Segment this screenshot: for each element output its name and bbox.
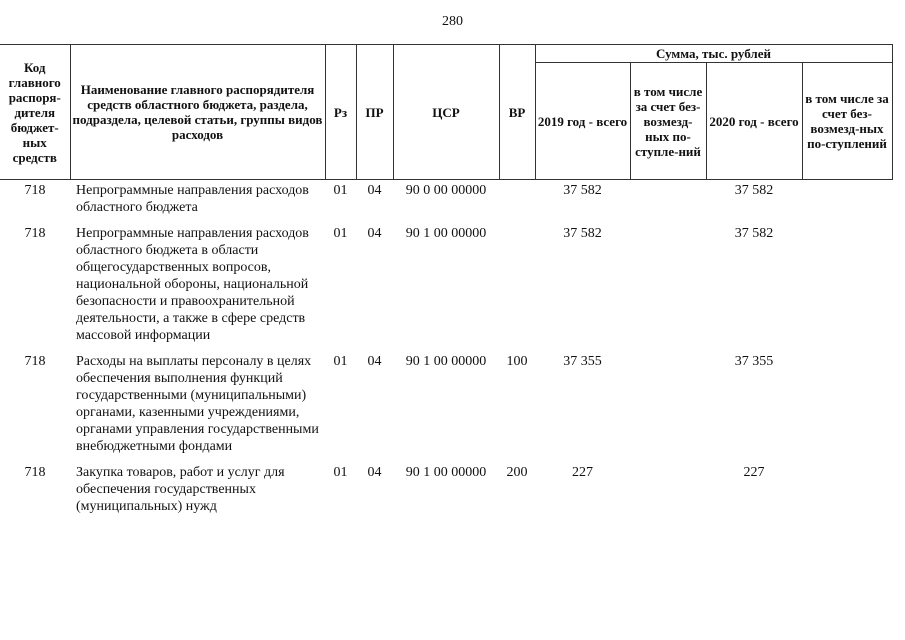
table-row xyxy=(0,224,892,352)
cell-2020-total: 37 582 xyxy=(734,183,774,198)
cell-2019-total: 227 xyxy=(572,465,593,480)
cell-2020-gratuitous xyxy=(802,180,892,225)
cell-2019-total: 37 355 xyxy=(563,354,602,369)
cell-csr: 90 0 00 00000 xyxy=(405,183,487,198)
cell-rz: 01 xyxy=(333,183,348,198)
cell-2019-gratuitous xyxy=(630,352,706,463)
cell-vr: 100 xyxy=(506,354,528,369)
page-number: 280 xyxy=(442,14,463,29)
cell-pr: 04 xyxy=(367,354,382,369)
header-pr: ПР xyxy=(356,45,393,180)
cell-name: Непрограммные направления расходов областного бюджета xyxy=(76,183,309,215)
cell-pr: 04 xyxy=(367,465,382,480)
cell-2020-total: 37 582 xyxy=(734,226,774,241)
cell-vr xyxy=(499,224,535,352)
cell-rz: 01 xyxy=(333,226,348,241)
cell-csr: 90 1 00 00000 xyxy=(405,226,487,241)
cell-2019-gratuitous xyxy=(630,180,706,225)
cell-code: 718 xyxy=(24,354,46,369)
cell-csr: 90 1 00 00000 xyxy=(405,465,487,480)
cell-pr: 04 xyxy=(367,226,382,241)
table-row xyxy=(0,180,892,225)
cell-2019-total: 37 582 xyxy=(563,226,602,241)
cell-csr: 90 1 00 00000 xyxy=(405,354,487,369)
cell-2020-total: 37 355 xyxy=(734,354,774,369)
cell-name: Непрограммные направления расходов областного бюджета в области общегосударственных вопросов, национальной обороны, национальной безопасности и правоохранительной деятельности, а также в сфере средств массовой информации xyxy=(76,226,309,343)
header-csr: ЦСР xyxy=(393,45,499,180)
cell-rz: 01 xyxy=(333,465,348,480)
cell-code: 718 xyxy=(24,183,46,198)
cell-rz: 01 xyxy=(333,354,348,369)
cell-vr xyxy=(499,180,535,225)
cell-2020-gratuitous xyxy=(802,352,892,463)
cell-pr: 04 xyxy=(367,183,382,198)
header-rz: Рз xyxy=(325,45,356,180)
cell-2019-gratuitous xyxy=(630,224,706,352)
table-row xyxy=(0,352,892,463)
header-2019-total: 2019 год - всего xyxy=(535,63,630,180)
header-2020-gratuitous: в том числе за счет без-возмезд-ных по-ступлений xyxy=(802,63,892,180)
budget-table xyxy=(0,44,893,523)
header-2020-total: 2020 год - всего xyxy=(706,63,802,180)
cell-2020-gratuitous xyxy=(802,463,892,523)
cell-2020-total: 227 xyxy=(743,465,765,480)
cell-name: Расходы на выплаты персоналу в целях обеспечения выполнения функций государственными (муниципальными) органами, казенными учреждениями, органами управления государственными внебюджетными фондами xyxy=(76,354,319,454)
cell-name: Закупка товаров, работ и услуг для обеспечения государственных (муниципальных) нужд xyxy=(76,465,285,514)
header-2019-gratuitous: в том числе за счет без-возмезд-ных по-ступле-ний xyxy=(630,63,706,180)
cell-code: 718 xyxy=(24,465,46,480)
cell-2020-gratuitous xyxy=(802,224,892,352)
cell-2019-gratuitous xyxy=(630,463,706,523)
header-name: Наименование главного распорядителя средств областного бюджета, раздела, подраздела, целевой статьи, группы видов расходов xyxy=(70,45,325,180)
cell-code: 718 xyxy=(24,226,46,241)
cell-2019-total: 37 582 xyxy=(563,183,602,198)
header-sum: Сумма, тыс. рублей xyxy=(535,45,892,63)
table-row xyxy=(0,463,892,523)
cell-vr: 200 xyxy=(506,465,528,480)
header-code: Код главного распоря-дителя бюджет-ных средств xyxy=(0,45,70,180)
header-vr: ВР xyxy=(499,45,535,180)
